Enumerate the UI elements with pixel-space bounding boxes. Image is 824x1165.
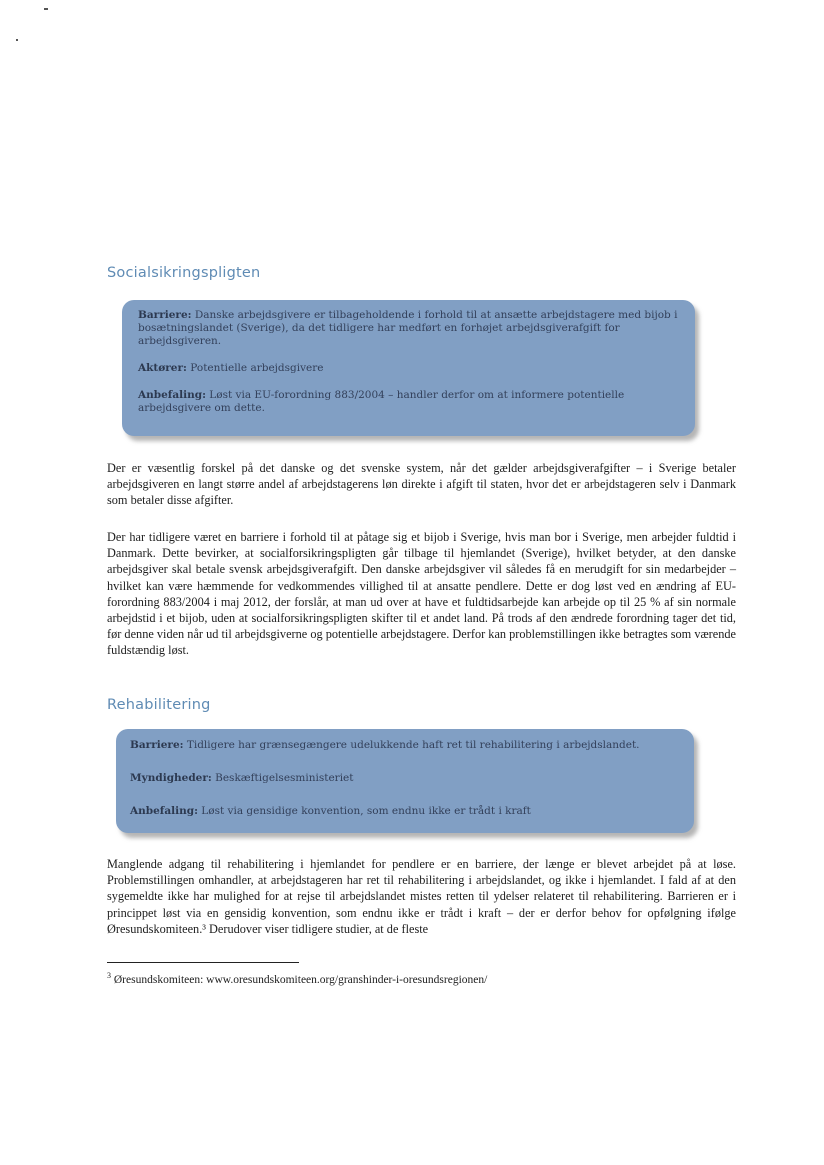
body-paragraph: Der er væsentlig forskel på det danske og det svenske system, når det gælder arbejdsgiverafgifter – i Sverige betaler arbejdsgiveren en langt større andel af arbejdstagerens løn direkte i afgift til staten, hvor det er arbejdstageren selv i Danmark som betaler disse afgifter. — [107, 461, 736, 508]
body-paragraph: Der har tidligere været en barriere i forhold til at påtage sig et bijob i Sverige, hvis man bor i Sverige, men arbejder fuldtid i Danmark. Dette bevirker, at socialforsikringspligten går tilbage til hjemlandet (Sverige), hvilket betyder, at den danske arbejdsgiver skal betale svensk arbejdsgiverafgift. Den danske arbejdsgiver vil således få en merudgift for sin medarbejder – hvilket kan være hæmmende for vedkommendes villighed til at ansatte pendlere. Dette er dog løst ved en ændring af EU-forordning 883/2004 i maj 2012, der forslår, at man ud over at have et fuldtidsarbejde kan arbejde op til 25 % af sin normale arbejdstid i et bijob, uden at socialforsikringspligten skifter til et andet land. På trods af den ændrede forordning tager det tid, før denne viden når ud til arbejdsgiverne og potentielle arbejdstagere. Derfor kan problemstillingen ikke betragtes som værende fuldstændig løst. — [107, 530, 736, 658]
actor-line — [138, 362, 679, 375]
recommendation-line — [130, 805, 680, 818]
info-box-socialsikringspligten — [122, 300, 695, 436]
footnote-number: 3 — [107, 971, 111, 980]
actor-label: Aktører: — [138, 362, 187, 374]
recommendation-label: Anbefaling: — [138, 389, 206, 401]
actor-line — [130, 772, 680, 785]
actor-label: Myndigheder: — [130, 772, 212, 784]
footnote-text: Øresundskomiteen: www.oresundskomiteen.org/granshinder-i-oresundsregionen/ — [113, 973, 488, 986]
scan-mark — [44, 8, 48, 10]
barrier-text: Danske arbejdsgivere er tilbageholdende i forhold til at ansætte arbejdstagere med bijob i bosætningslandet (Sverige), da det tidligere har medført en forhøjet arbejdsgiverafgift for arbejdsgiveren. — [138, 309, 678, 347]
recommendation-text: Løst via gensidige konvention, som endnu ikke er trådt i kraft — [201, 805, 531, 817]
recommendation-text: Løst via EU-forordning 883/2004 – handler derfor om at informere potentielle arbejdsgivere om dette. — [138, 389, 625, 414]
barrier-label: Barriere: — [130, 739, 184, 751]
actor-text: Potentielle arbejdsgivere — [190, 362, 324, 374]
section-heading-rehabilitering: Rehabilitering — [107, 697, 211, 713]
barrier-text: Tidligere har grænsegængere udelukkende haft ret til rehabilitering i arbejdslandet. — [186, 739, 640, 751]
footnote-divider — [107, 962, 299, 963]
barrier-label: Barriere: — [138, 309, 192, 321]
recommendation-label: Anbefaling: — [130, 805, 198, 817]
recommendation-line — [138, 389, 679, 415]
barrier-line — [130, 739, 680, 752]
scan-mark — [16, 39, 18, 41]
barrier-line — [138, 309, 679, 348]
info-box-rehabilitering — [116, 729, 694, 833]
actor-text: Beskæftigelsesministeriet — [215, 772, 354, 784]
body-paragraph: Manglende adgang til rehabilitering i hjemlandet for pendlere er en barriere, der længe er blevet arbejdet på at løse. Problemstillingen omhandler, at arbejdstageren har ret til rehabilitering i arbejdslandet, og ikke i hjemlandet. I fald af at den sygemeldte ikke har mulighed for at rejse til arbejdslandet mistes retten til ydelser relateret til rehabilitering. Barrieren er i princippet løst via en gensidig konvention, som endnu ikke er trådt i kraft – der er derfor behov for opfølgning ifølge Øresundskomiteen.³ Derudover viser tidligere studier, at de fleste — [107, 857, 736, 936]
section-heading-socialsikringspligten: Socialsikringspligten — [107, 265, 261, 281]
footnote — [107, 971, 487, 986]
